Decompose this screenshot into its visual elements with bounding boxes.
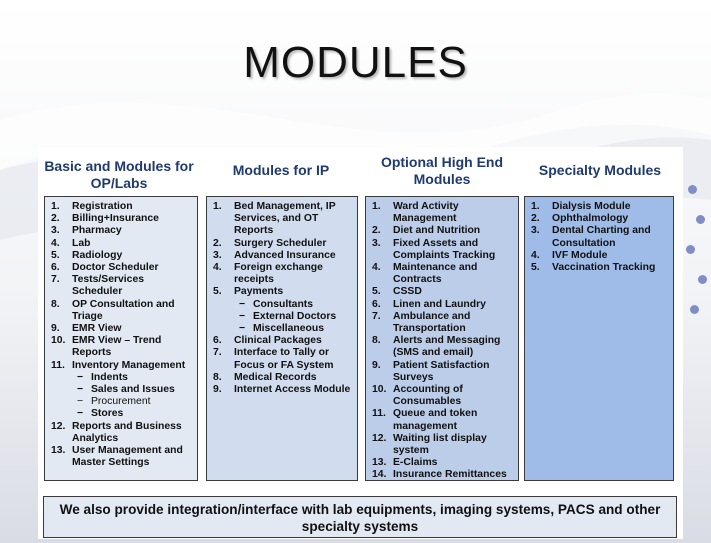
module-list-basic — [44, 196, 198, 481]
dot-icon — [698, 275, 707, 284]
item-number: 8. — [372, 335, 381, 347]
item-label: User Management and Master Settings — [72, 445, 183, 469]
item-number: 9. — [372, 359, 381, 371]
item-label: Advanced Insurance — [234, 249, 336, 261]
list-item — [372, 201, 514, 225]
integration-note: We also provide integration/interface with lab equipments, imaging systems, PACS and other specialty systems — [43, 496, 677, 538]
item-label: Accounting of Consumables — [393, 384, 463, 408]
item-number: 3. — [51, 225, 60, 237]
list-item — [51, 299, 193, 323]
dash-icon: − — [77, 384, 84, 396]
item-label: Waiting list display system — [393, 432, 487, 457]
item-number: 2. — [51, 213, 60, 225]
list-item — [372, 262, 514, 286]
item-number: 6. — [213, 335, 222, 347]
item-label: Patient Satisfaction Surveys — [393, 359, 490, 383]
item-number: 2. — [213, 237, 222, 249]
item-label: IVF Module — [552, 249, 608, 261]
item-label: Diet and Nutrition — [393, 225, 481, 237]
item-number: 13. — [372, 457, 387, 469]
list-item — [531, 250, 669, 262]
list-item — [51, 250, 193, 262]
module-list-optional — [365, 196, 519, 481]
list-item — [372, 408, 514, 432]
list-item — [51, 225, 193, 237]
sub-item-label: Stores — [91, 408, 124, 420]
slide-title: MODULES — [243, 38, 468, 87]
sub-list-item — [77, 384, 193, 396]
item-number: 7. — [372, 310, 381, 322]
sub-item-label: External Doctors — [253, 310, 337, 322]
list-item — [213, 262, 353, 286]
item-number: 3. — [372, 237, 381, 249]
item-label: EMR View – Trend Reports — [72, 335, 162, 359]
item-number: 6. — [51, 262, 60, 274]
list-item — [213, 201, 353, 238]
list-item — [51, 335, 193, 359]
list-item — [372, 360, 514, 384]
item-number: 4. — [372, 262, 381, 274]
item-number: 14. — [372, 469, 387, 481]
item-number: 13. — [51, 445, 66, 457]
list-item — [51, 360, 193, 421]
item-number: 1. — [372, 201, 381, 212]
item-label: Doctor Scheduler — [72, 262, 159, 274]
item-label: Tests/Services Scheduler — [72, 274, 145, 298]
item-number: 2. — [531, 213, 540, 225]
list-item — [51, 323, 193, 335]
list-item — [51, 238, 193, 250]
item-label: Ophthalmology — [552, 213, 629, 225]
item-label: Queue and token management — [393, 408, 478, 432]
item-label: Fixed Assets and Complaints Tracking — [393, 237, 496, 261]
item-number: 5. — [372, 286, 381, 298]
item-number: 9. — [51, 323, 60, 335]
dot-icon — [688, 185, 697, 194]
dash-icon: − — [77, 408, 84, 420]
list-item — [372, 384, 514, 408]
item-label: Reports and Business Analytics — [72, 420, 182, 444]
list-item — [213, 347, 353, 371]
item-label: Inventory Management — [72, 359, 186, 371]
item-number: 8. — [51, 298, 60, 310]
list-item — [372, 457, 514, 469]
item-label: Dental Charting and Consultation — [552, 225, 651, 249]
sub-item-label: Consultants — [253, 298, 314, 310]
item-label: Radiology — [72, 249, 123, 261]
item-label: Clinical Packages — [234, 335, 322, 347]
sub-list-item — [239, 311, 353, 323]
list-item — [213, 384, 353, 396]
sub-list-item — [77, 396, 193, 408]
column-heading-optional: Optional High End Modules — [380, 154, 504, 187]
list-item — [213, 238, 353, 250]
sub-list-item — [239, 323, 353, 335]
module-list-ip — [206, 196, 358, 481]
list-item — [51, 262, 193, 274]
item-number: 10. — [51, 335, 66, 347]
item-label: Interface to Tally or Focus or FA System — [234, 347, 334, 371]
item-label: Alerts and Messaging (SMS and email) — [393, 335, 501, 359]
dash-icon: − — [239, 310, 246, 322]
dot-icon — [690, 305, 699, 314]
list-item — [213, 372, 353, 384]
sub-item-label: Miscellaneous — [253, 323, 325, 335]
sub-item-label: Procurement — [91, 396, 151, 408]
item-label: Ward Activity Management — [393, 201, 459, 225]
item-number: 3. — [531, 225, 540, 237]
item-label: Insurance Remittances — [393, 469, 507, 481]
item-number: 2. — [372, 225, 381, 237]
list-item — [51, 445, 193, 469]
sub-item-label: Sales and Issues — [91, 384, 175, 396]
dash-icon: − — [239, 298, 246, 310]
item-number: 3. — [213, 249, 222, 261]
item-label: Internet Access Module — [234, 384, 351, 396]
item-label: Foreign exchange receipts — [234, 262, 323, 286]
item-number: 4. — [213, 262, 222, 274]
column-heading-ip: Modules for IP — [232, 162, 330, 178]
list-item — [372, 311, 514, 335]
item-label: Surgery Scheduler — [234, 237, 327, 249]
item-label: E-Claims — [393, 457, 438, 469]
item-number: 12. — [51, 420, 66, 432]
item-number: 12. — [372, 432, 387, 444]
list-item — [372, 286, 514, 298]
dash-icon: − — [77, 396, 84, 408]
list-item — [531, 213, 669, 225]
item-number: 6. — [372, 298, 381, 310]
item-number: 9. — [213, 384, 222, 396]
list-item — [372, 238, 514, 262]
dash-icon: − — [239, 323, 246, 335]
item-label: Vaccination Tracking — [552, 262, 656, 274]
item-number: 5. — [51, 249, 60, 261]
item-label: Bed Management, IP Services, and OT Reports — [234, 201, 336, 237]
column-heading-basic: Basic and Modules for OP/Labs — [44, 158, 194, 191]
item-label: Medical Records — [234, 371, 317, 383]
item-number: 1. — [51, 201, 60, 212]
item-label: Dialysis Module — [552, 201, 631, 212]
list-item — [372, 469, 514, 481]
item-number: 11. — [51, 359, 65, 371]
list-item — [51, 201, 193, 213]
sub-list — [72, 372, 193, 421]
item-number: 1. — [213, 201, 222, 212]
list-item — [372, 433, 514, 457]
list-item — [531, 262, 669, 274]
item-label: Lab — [72, 237, 91, 249]
sub-list — [234, 299, 353, 336]
item-number: 5. — [531, 262, 540, 274]
item-number: 5. — [213, 286, 222, 298]
module-list-specialty — [524, 196, 674, 481]
item-number: 7. — [51, 274, 60, 286]
list-item — [372, 225, 514, 237]
list-item — [51, 213, 193, 225]
item-number: 4. — [51, 237, 60, 249]
item-number: 11. — [372, 408, 386, 420]
dot-icon — [696, 215, 705, 224]
sub-list-item — [239, 299, 353, 311]
dash-icon: − — [77, 371, 84, 383]
item-label: OP Consultation and Triage — [72, 298, 175, 322]
item-number: 8. — [213, 371, 222, 383]
item-number: 4. — [531, 249, 540, 261]
item-label: Ambulance and Transportation — [393, 310, 471, 335]
item-label: Registration — [72, 201, 133, 212]
list-item — [213, 335, 353, 347]
list-item — [372, 299, 514, 311]
item-label: Pharmacy — [72, 225, 122, 237]
item-label: Linen and Laundry — [393, 298, 486, 310]
list-item — [51, 421, 193, 445]
sub-list-item — [77, 372, 193, 384]
item-label: CSSD — [393, 286, 422, 298]
item-label: EMR View — [72, 323, 122, 335]
item-label: Payments — [234, 286, 284, 298]
list-item — [213, 250, 353, 262]
item-number: 10. — [372, 384, 387, 396]
item-number: 7. — [213, 347, 222, 359]
list-item — [213, 286, 353, 335]
dot-icon — [686, 245, 695, 254]
list-item — [531, 225, 669, 249]
item-number: 1. — [531, 201, 540, 212]
sub-list-item — [77, 408, 193, 420]
list-item — [51, 274, 193, 298]
item-label: Maintenance and Contracts — [393, 262, 478, 286]
list-item — [372, 335, 514, 359]
sub-item-label: Indents — [91, 371, 128, 383]
list-item — [531, 201, 669, 213]
item-label: Billing+Insurance — [72, 213, 159, 225]
column-heading-specialty: Specialty Modules — [538, 162, 662, 178]
